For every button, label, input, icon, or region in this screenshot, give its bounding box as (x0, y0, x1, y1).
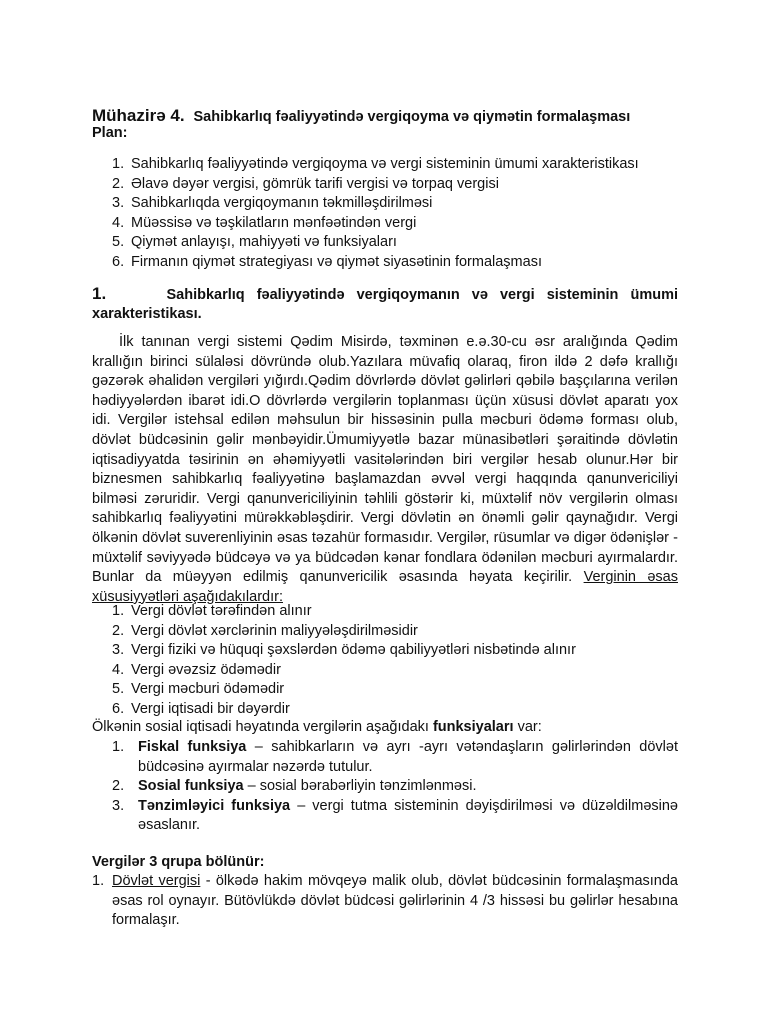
list-number: 1. (112, 156, 125, 172)
function-item (112, 777, 678, 797)
function-name: Tənzimləyici funksiya (138, 797, 291, 814)
functions-intro-end: var: (517, 719, 542, 735)
list-number: 2. (112, 175, 125, 192)
list-number: 3. (112, 642, 125, 658)
section-title: Sahibkarlıq fəaliyyətində vergiqoymanın və vergi sisteminin ümumi xarakteristikası. (92, 287, 678, 322)
plan-item (112, 155, 712, 175)
plan-list (112, 155, 712, 272)
list-number: 3. (112, 797, 125, 814)
plan-item (112, 175, 712, 195)
feature-text: Vergi dövlət xərclərinin maliyyələşdirilməsidir (131, 622, 418, 639)
plan-item (112, 214, 712, 234)
feature-item (112, 622, 692, 642)
feature-text: Vergi iqtisadi bir dəyərdir (131, 700, 290, 717)
section-number: 1. (92, 284, 107, 303)
section-heading (92, 284, 678, 324)
function-item (112, 797, 678, 836)
lecture-title (92, 92, 630, 129)
list-number: 4. (112, 661, 125, 678)
feature-text: Vergi əvəzsiz ödəmədir (131, 661, 281, 678)
functions-list (112, 738, 678, 836)
functions-intro-bold: funksiyaları (432, 719, 514, 735)
feature-item (112, 602, 692, 622)
plan-item (112, 233, 712, 253)
feature-text: Vergi dövlət tərəfindən alınır (131, 603, 312, 619)
functions-intro-text: Ölkənin sosial iqtisadi həyatında vergilərin aşağıdakı (92, 719, 429, 735)
list-number: 5. (112, 681, 125, 697)
lecture-topic: Sahibkarlıq fəaliyyətində vergiqoyma və qiymətin formalaşması (193, 109, 631, 125)
feature-item (112, 641, 692, 661)
plan-label: Plan: (92, 125, 128, 141)
plan-item-text: Müəssisə və təşkilatların mənfəətindən vergi (131, 214, 417, 231)
group-item (92, 872, 678, 931)
body-paragraph (92, 333, 678, 607)
plan-item (112, 194, 712, 214)
function-item (112, 738, 678, 777)
group-desc: - ölkədə hakim mövqeyə malik olub, dövlət büdcəsinin formalaşmasında əsas rol oynayır. Bütövlükdə dövlət büdcəsi gəlirlərinin 4 /3 hissəsi bu gəlirlər hesabına formalaşır. (112, 873, 678, 928)
function-desc: – vergi tutma sisteminin dəyişdirilməsi və düzəldilməsinə əsaslanır. (138, 797, 678, 833)
functions-intro (92, 718, 542, 738)
plan-item-text: Sahibkarlıq fəaliyyətində vergiqoyma və vergi sisteminin ümumi xarakteristikası (131, 156, 639, 172)
list-number: 5. (112, 234, 125, 250)
plan-item (112, 253, 712, 273)
list-number: 2. (112, 778, 125, 794)
features-list (112, 602, 692, 719)
feature-item (112, 700, 692, 720)
function-name: Sosial funksiya (138, 778, 244, 794)
list-number: 1. (112, 603, 125, 619)
lecture-number: Mühazirə 4. (92, 106, 185, 125)
plan-item-text: Firmanın qiymət strategiyası və qiymət siyasətinin formalaşması (131, 253, 542, 270)
list-number: 1. (112, 739, 125, 755)
group-term: Dövlət vergisi (112, 873, 201, 889)
plan-item-text: Əlavə dəyər vergisi, gömrük tarifi vergisi və torpaq vergisi (131, 175, 499, 192)
list-number: 6. (112, 700, 125, 717)
plan-item-text: Sahibkarlıqda vergiqoymanın təkmilləşdirilməsi (131, 195, 433, 211)
features-intro: Verginin əsas xüsusiyyətləri aşağıdakılardır: (92, 569, 678, 605)
feature-text: Vergi fiziki və hüquqi şəxslərdən ödəmə qabiliyyətləri nisbətində alınır (131, 642, 576, 658)
feature-item (112, 680, 692, 700)
paragraph-text: İlk tanınan vergi sistemi Qədim Misirdə, təxminən e.ə.30-cu əsr aralığında Qədim krallığın birinci sülaləsi dövründə olub.Yazılara müvafiq olaraq, firon ildə 2 dəfə krallığı gəzərək əhalidən vergiləri yığırdı.Qədim dövrlərdə dövlət gəlirləri qəbilə başçılarına verilən hədiyyələrdən ibarət idi.O dövrlərdə vergilərin toplanması üçün xüsusi dövlət aparatı yox idi. Vergilər istehsal edilən məhsulun bir hissəsinin pulla məcburi ödəmə forması olub, dövlət büdcəsinin gəlir mənbəyidir.Ümumiyyətlə bazar münasibətləri şəraitində dövlətin iqtisadiyyatda təsirinin ən əhəmiyyətli vasitələrindən biri vergilər hesab olunur.Hər bir biznesmen sahibkarlıq fəaliyyətinə başlamazdan əvvəl vergi haqqında qanunvericiliyi bilməsi zəruridir. Vergi qanunvericiliyinin təhlili göstərir ki, müxtəlif növ vergilərin olması sahibkarlıq fəaliyyətini mürəkkəbləşdirir. Vergi dövlətin ən önəmli gəlir qaynağıdır. Vergi ölkənin dövlət suverenliyinin əsas təzahür formasıdır. Vergilər, rüsumlar və digər ödənişlər -müxtəlif səviyyədə büdcəyə və ya büdcədən kənar fondlara ödənilən məcburi ayırmalardır. Bunlar da müəyyən edilmiş qanunvericilik əsasında həyata keçirilir. (92, 334, 678, 586)
list-number: 1. (92, 873, 105, 889)
list-number: 2. (112, 622, 125, 639)
function-desc: – sosial bərabərliyin tənzimlənməsi. (247, 778, 477, 794)
function-desc: – sahibkarların və ayrı -ayrı vətəndaşların gəlirlərindən dövlət büdcəsinə ayırmalar nəzərdə tutulur. (138, 739, 678, 775)
feature-item (112, 661, 692, 681)
list-number: 3. (112, 195, 125, 211)
function-name: Fiskal funksiya (138, 739, 247, 755)
groups-heading: Vergilər 3 qrupa bölünür: (92, 854, 265, 870)
plan-item-text: Qiymət anlayışı, mahiyyəti və funksiyaları (131, 234, 397, 250)
list-number: 6. (112, 253, 125, 270)
groups-list (92, 872, 678, 931)
list-number: 4. (112, 214, 125, 231)
feature-text: Vergi məcburi ödəmədir (131, 681, 285, 697)
